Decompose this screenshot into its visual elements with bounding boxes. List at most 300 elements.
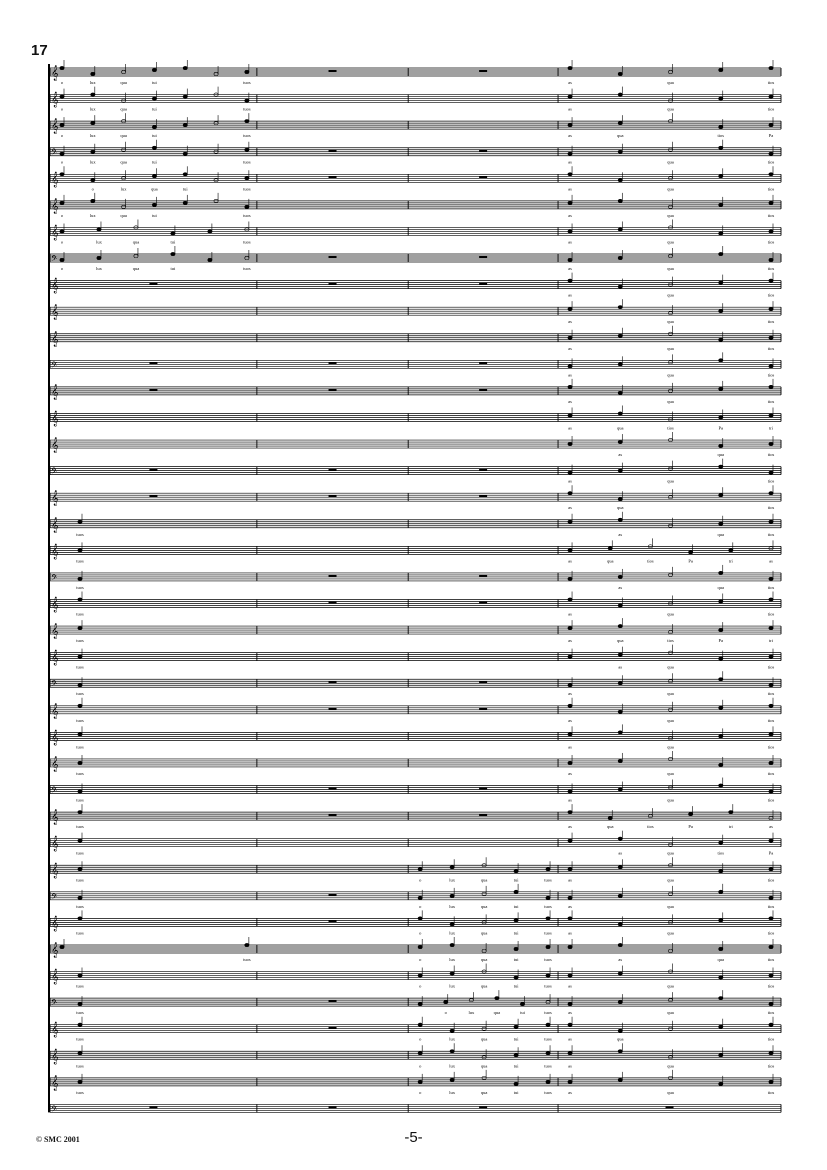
lyric-syllable: tuos: [544, 1089, 552, 1095]
note-head: [183, 95, 187, 98]
note-head: [546, 945, 550, 948]
note-head: [608, 817, 612, 820]
note-head: [91, 199, 95, 202]
note-head: [546, 896, 550, 899]
lyric-syllable: tui: [513, 903, 519, 909]
lyric-syllable: tios: [767, 186, 775, 192]
note-head: [450, 943, 454, 946]
treble-clef-icon: 𝄞: [51, 225, 59, 241]
rest-mark: [479, 575, 487, 577]
lyric-syllable: as: [568, 824, 572, 830]
lyric-syllable: tuos: [243, 186, 251, 192]
note-head: [60, 201, 64, 204]
lyric-syllable: tios: [717, 850, 725, 856]
note-head: [78, 1052, 82, 1055]
note-head: [60, 95, 64, 98]
lyric-syllable: lux: [89, 212, 96, 218]
note-head: [418, 1080, 422, 1083]
note-head: [568, 577, 572, 580]
lyric-syllable: tios: [647, 824, 654, 830]
lyric-syllable: o: [60, 133, 64, 139]
treble-clef-icon: 𝄞: [51, 66, 59, 81]
lyric-syllable: qua: [717, 584, 725, 590]
treble-clef-icon: 𝄞: [51, 491, 59, 507]
note-head: [418, 1003, 422, 1006]
note-head: [152, 146, 156, 149]
note-head: [618, 363, 622, 366]
note-head: [618, 972, 622, 975]
lyric-syllable: qua: [132, 239, 140, 245]
lyric-syllable: lux: [449, 1089, 456, 1095]
rest-mark: [329, 1000, 337, 1002]
note-head: [568, 896, 572, 899]
lyric-syllable: qua: [667, 292, 674, 298]
lyric-syllable: qua: [667, 664, 674, 670]
lyric-syllable: lux: [89, 159, 96, 165]
note-head: [568, 761, 572, 764]
lyric-syllable: o: [60, 80, 64, 85]
lyric-syllable: qua: [717, 531, 725, 537]
lyric-syllable: as: [568, 266, 572, 272]
note-head: [769, 655, 773, 658]
note-head: [769, 365, 773, 368]
note-head: [78, 839, 82, 842]
lyric-syllable: tuos: [76, 531, 84, 537]
treble-clef-icon: 𝄞: [51, 650, 59, 666]
note-head: [568, 733, 572, 736]
note-head: [152, 68, 156, 71]
lyric-syllable: lux: [449, 903, 456, 909]
note-head: [568, 520, 572, 523]
lyric-syllable: tuos: [76, 691, 84, 697]
lyric-syllable: Pa: [718, 425, 724, 431]
note-head: [769, 704, 773, 707]
note-head: [568, 385, 572, 388]
rest-mark: [329, 389, 337, 391]
lyric-syllable: tios: [767, 372, 775, 378]
note-head: [568, 414, 572, 417]
lyric-syllable: tios: [767, 877, 775, 883]
note-head: [769, 520, 773, 523]
lyric-syllable: tuos: [544, 956, 552, 962]
note-head: [78, 761, 82, 764]
treble-clef-icon: 𝄞: [51, 305, 59, 321]
lyric-syllable: as: [618, 956, 623, 962]
note-head: [769, 945, 773, 948]
page-number: -5-: [404, 1129, 423, 1146]
lyric-syllable: as: [568, 478, 572, 484]
lyric-syllable: as: [568, 212, 572, 218]
note-head: [719, 657, 723, 660]
lyric-syllable: tios: [767, 80, 775, 85]
note-head: [719, 494, 723, 497]
note-head: [568, 471, 572, 474]
lyric-syllable: as: [618, 664, 623, 670]
rest-mark: [479, 495, 487, 497]
lyric-syllable: as: [568, 505, 572, 511]
note-head: [245, 148, 249, 151]
note-head: [450, 1029, 454, 1032]
lyric-syllable: lux: [449, 983, 456, 989]
note-head: [450, 972, 454, 975]
treble-clef-icon: 𝄞: [51, 119, 59, 135]
note-head: [245, 99, 249, 102]
lyric-syllable: o: [419, 903, 422, 909]
note-head: [418, 945, 422, 948]
lyric-syllable: tuos: [76, 744, 84, 750]
note-head: [568, 95, 572, 98]
note-head: [618, 334, 622, 337]
lyric-syllable: tios: [767, 744, 775, 750]
lyric-syllable: qua: [480, 983, 488, 989]
lyric-syllable: qua: [667, 239, 674, 245]
rest-mark: [329, 920, 337, 922]
note-head: [568, 308, 572, 311]
note-head: [618, 518, 622, 521]
bass-clef-icon: 𝄢: [51, 573, 58, 585]
note-head: [568, 279, 572, 282]
note-head: [688, 813, 692, 816]
note-head: [444, 1001, 448, 1004]
note-head: [568, 839, 572, 842]
lyric-syllable: qua: [667, 345, 674, 351]
note-head: [719, 1082, 723, 1085]
lyric-syllable: qua: [667, 106, 674, 112]
rest-mark: [479, 150, 487, 152]
lyric-syllable: o: [419, 1089, 422, 1095]
note-head: [568, 124, 572, 127]
lyric-syllable: tios: [767, 531, 775, 537]
lyric-syllable: tios: [767, 983, 775, 989]
note-head: [719, 678, 723, 681]
lyric-syllable: tuos: [544, 1063, 552, 1069]
rest-mark: [329, 814, 337, 816]
note-head: [719, 1025, 723, 1028]
rest-mark: [479, 389, 487, 391]
lyric-syllable: qua: [667, 1010, 674, 1016]
note-head: [418, 917, 422, 920]
lyric-syllable: as: [568, 877, 572, 883]
lyric-syllable: tuos: [544, 877, 552, 883]
note-head: [546, 868, 550, 871]
lyric-syllable: tuos: [243, 239, 251, 245]
note-head: [618, 179, 622, 182]
lyric-syllable: lux: [96, 239, 102, 245]
treble-clef-icon: 𝄞: [51, 438, 59, 454]
lyric-syllable: as: [568, 159, 572, 165]
lyric-syllable: as: [568, 186, 572, 192]
rest-mark: [329, 469, 337, 471]
note-head: [618, 256, 622, 259]
lyric-syllable: lux: [89, 133, 96, 139]
note-head: [514, 976, 518, 979]
note-head: [568, 811, 572, 814]
note-head: [78, 733, 82, 736]
note-head: [688, 551, 692, 554]
bass-clef-icon: 𝄢: [51, 892, 58, 904]
note-head: [618, 412, 622, 415]
lyric-syllable: tuos: [76, 558, 84, 564]
rest-mark: [479, 283, 487, 285]
lyric-syllable: as: [618, 850, 623, 856]
note-head: [568, 1080, 572, 1083]
note-head: [568, 655, 572, 658]
lyric-syllable: qua: [493, 1010, 501, 1016]
bass-clef-icon: 𝄢: [51, 255, 58, 267]
lyric-syllable: qua: [480, 1063, 488, 1069]
lyric-syllable: Pa: [718, 638, 724, 644]
note-head: [171, 232, 175, 235]
note-head: [514, 947, 518, 950]
note-head: [769, 414, 773, 417]
lyric-syllable: tuos: [243, 80, 251, 85]
lyric-syllable: qua: [480, 877, 488, 883]
note-head: [769, 577, 773, 580]
note-head: [418, 868, 422, 871]
lyric-syllable: lux: [449, 877, 456, 883]
lyric-syllable: qua: [617, 1036, 624, 1042]
rest-mark: [149, 389, 157, 391]
note-head: [514, 1054, 518, 1057]
rest-mark: [329, 788, 337, 790]
note-head: [769, 684, 773, 687]
lyric-syllable: tios: [767, 664, 775, 670]
note-head: [171, 252, 175, 255]
lyric-syllable: as: [568, 425, 572, 431]
lyric-syllable: qua: [120, 106, 127, 112]
lyric-syllable: lux: [120, 186, 127, 192]
note-head: [91, 150, 95, 153]
note-head: [769, 761, 773, 764]
lyric-syllable: tuos: [76, 797, 84, 803]
bass-clef-icon: 𝄢: [51, 1105, 58, 1117]
note-head: [208, 258, 212, 261]
treble-clef-icon: 𝄞: [51, 597, 59, 613]
note-head: [514, 919, 518, 922]
lyric-syllable: qua: [480, 1089, 488, 1095]
rest-mark: [149, 495, 157, 497]
note-head: [719, 387, 723, 390]
lyric-syllable: qua: [667, 797, 674, 803]
lyric-syllable: o: [60, 159, 64, 165]
note-head: [618, 199, 622, 202]
bass-clef-icon: 𝄢: [51, 148, 58, 160]
lyric-syllable: as: [769, 558, 773, 564]
treble-clef-icon: 𝄞: [51, 92, 59, 108]
lyric-syllable: qua: [667, 80, 674, 85]
note-head: [568, 974, 572, 977]
note-head: [568, 598, 572, 601]
lyric-syllable: tuos: [243, 159, 251, 165]
lyric-syllable: tios: [767, 505, 775, 511]
note-head: [568, 790, 572, 793]
note-head: [618, 469, 622, 472]
note-head: [245, 177, 249, 180]
note-head: [769, 1003, 773, 1006]
lyric-syllable: tri: [769, 425, 773, 431]
note-head: [418, 974, 422, 977]
lyric-syllable: tios: [767, 452, 775, 458]
note-head: [183, 66, 187, 69]
rest-mark: [479, 256, 487, 258]
note-head: [568, 152, 572, 155]
note-head: [183, 173, 187, 176]
note-head: [245, 70, 249, 73]
note-head: [568, 1052, 572, 1055]
lyric-syllable: tuos: [76, 850, 84, 856]
lyric-syllable: tri: [728, 824, 733, 830]
note-head: [769, 1023, 773, 1026]
lyric-syllable: o: [60, 239, 64, 245]
note-head: [152, 126, 156, 129]
note-head: [769, 95, 773, 98]
note-head: [91, 72, 95, 75]
lyric-syllable: as: [568, 1089, 572, 1095]
note-head: [729, 811, 733, 814]
lyric-syllable: qua: [617, 505, 624, 511]
lyric-syllable: as: [618, 531, 623, 537]
lyric-syllable: tui: [152, 106, 157, 112]
rest-mark: [329, 1106, 337, 1108]
note-head: [618, 923, 622, 926]
lyric-syllable: tui: [513, 930, 519, 936]
bass-clef-icon: 𝄢: [51, 361, 58, 373]
lyric-syllable: o: [419, 877, 422, 883]
note-head: [719, 571, 723, 574]
note-head: [78, 1023, 82, 1026]
lyric-syllable: tios: [767, 770, 775, 776]
lyric-syllable: o: [60, 106, 64, 112]
lyric-syllable: tios: [767, 1089, 775, 1095]
note-head: [514, 1082, 518, 1085]
note-head: [769, 1080, 773, 1083]
lyric-syllable: lux: [468, 1010, 475, 1016]
note-head: [618, 1078, 622, 1081]
lyric-syllable: as: [568, 638, 572, 644]
note-head: [769, 492, 773, 495]
note-head: [568, 626, 572, 629]
treble-clef-icon: 𝄞: [51, 198, 59, 214]
note-head: [769, 917, 773, 920]
lyric-syllable: lux: [96, 266, 102, 272]
treble-clef-icon: 𝄞: [51, 411, 59, 427]
lyric-syllable: tios: [767, 611, 775, 617]
note-head: [618, 759, 622, 762]
lyric-syllable: qua: [617, 425, 624, 431]
note-head: [568, 492, 572, 495]
note-head: [78, 1003, 82, 1006]
lyric-syllable: as: [568, 744, 572, 750]
lyric-syllable: qua: [617, 133, 624, 139]
lyric-syllable: qua: [667, 1063, 674, 1069]
lyric-syllable: tios: [767, 956, 775, 962]
rest-mark: [149, 469, 157, 471]
bass-clef-icon: 𝄢: [51, 680, 58, 692]
lyric-syllable: as: [568, 292, 572, 298]
note-head: [568, 1023, 572, 1026]
lyric-syllable: as: [568, 345, 572, 351]
note-head: [618, 866, 622, 869]
lyric-syllable: tios: [717, 133, 725, 139]
note-head: [719, 947, 723, 950]
lyric-syllable: qua: [667, 877, 674, 883]
note-head: [769, 626, 773, 629]
note-head: [719, 870, 723, 873]
note-head: [78, 868, 82, 871]
note-head: [618, 624, 622, 627]
lyric-syllable: Pa: [688, 824, 693, 830]
note-head: [769, 336, 773, 339]
lyric-syllable: qua: [667, 319, 674, 325]
note-head: [769, 152, 773, 155]
lyric-syllable: as: [568, 558, 572, 564]
note-head: [769, 442, 773, 445]
note-head: [78, 704, 82, 707]
note-head: [769, 790, 773, 793]
note-head: [568, 66, 572, 69]
treble-clef-icon: 𝄞: [51, 544, 59, 560]
note-head: [618, 306, 622, 309]
lyric-syllable: qua: [120, 212, 127, 218]
note-head: [78, 790, 82, 793]
note-head: [78, 811, 82, 814]
treble-clef-icon: 𝄞: [51, 836, 59, 852]
note-head: [719, 841, 723, 844]
note-head: [546, 917, 550, 920]
note-head: [618, 72, 622, 75]
note-head: [769, 201, 773, 204]
lyric-syllable: tuos: [544, 983, 552, 989]
note-head: [618, 837, 622, 840]
note-head: [78, 917, 82, 920]
note-head: [719, 232, 723, 235]
note-head: [568, 230, 572, 233]
note-head: [568, 868, 572, 871]
treble-clef-icon: 𝄞: [51, 172, 59, 188]
rest-mark: [329, 70, 337, 72]
note-head: [60, 230, 64, 233]
note-head: [568, 1003, 572, 1006]
lyric-syllable: as: [568, 1036, 572, 1042]
note-head: [719, 706, 723, 709]
lyric-syllable: o: [91, 186, 94, 192]
treble-clef-icon: 𝄞: [51, 624, 59, 640]
note-head: [769, 66, 773, 69]
lyric-syllable: o: [419, 956, 422, 962]
lyric-syllable: tuos: [76, 1010, 84, 1016]
lyric-syllable: tuos: [76, 611, 84, 617]
treble-clef-icon: 𝄞: [51, 730, 59, 746]
lyric-syllable: lux: [89, 80, 96, 85]
lyric-syllable: tri: [728, 558, 733, 564]
lyric-syllable: qua: [667, 930, 674, 936]
note-head: [719, 522, 723, 525]
rest-mark: [329, 575, 337, 577]
note-head: [769, 279, 773, 282]
lyric-syllable: lux: [449, 956, 456, 962]
rest-mark: [479, 362, 487, 364]
treble-clef-icon: 𝄞: [51, 1049, 59, 1065]
treble-clef-icon: 𝄞: [51, 384, 59, 400]
lyric-syllable: qua: [606, 824, 614, 830]
lyric-syllable: o: [60, 212, 64, 218]
note-head: [618, 894, 622, 897]
note-head: [97, 256, 101, 259]
note-head: [60, 173, 64, 176]
lyric-syllable: tuos: [76, 717, 84, 723]
note-head: [769, 598, 773, 601]
note-head: [719, 628, 723, 631]
